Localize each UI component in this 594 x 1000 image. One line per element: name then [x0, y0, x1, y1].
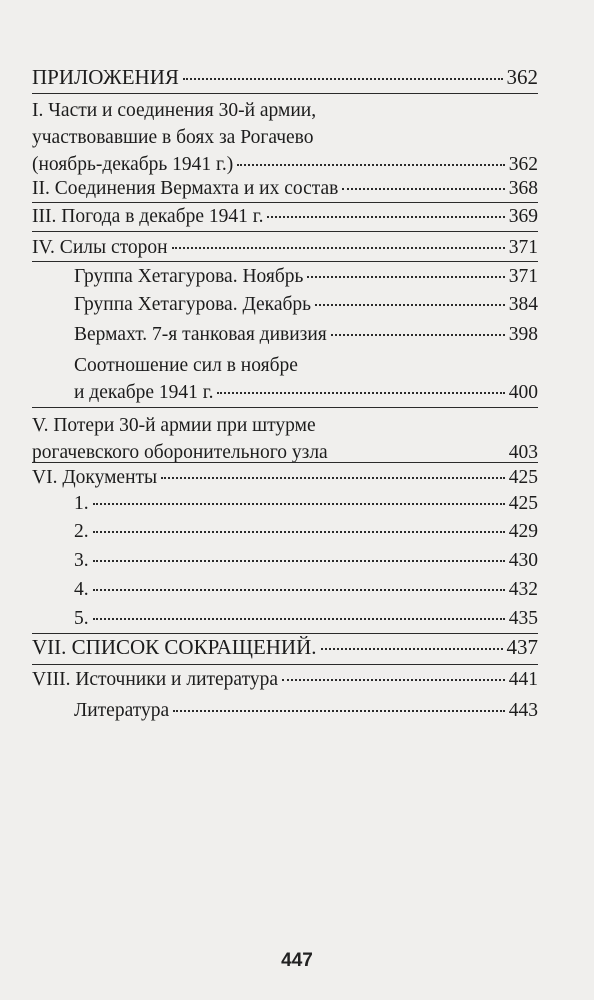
separator-rule [32, 664, 538, 665]
toc-entry-title: V. Потери 30-й армии при штурме [32, 415, 316, 436]
toc-page-number: 398 [508, 324, 538, 345]
toc-entry [32, 64, 538, 91]
dot-leader [172, 242, 505, 249]
toc-entry-title: 1. [74, 493, 89, 514]
dot-leader [267, 211, 504, 218]
dot-leader [237, 159, 505, 166]
toc-page-number: 371 [508, 266, 538, 287]
dot-leader [93, 498, 505, 505]
toc-entry-title: I. Части и соединения 30-й армии, [32, 100, 317, 121]
toc-entry [74, 352, 538, 406]
dot-leader [161, 472, 505, 479]
toc-entry-title: 5. [74, 608, 89, 629]
dot-leader [183, 73, 503, 80]
toc-entry [74, 576, 538, 603]
toc-page-number: 432 [508, 579, 538, 600]
dot-leader [173, 705, 505, 712]
toc-entry [74, 291, 538, 318]
toc-entry [32, 97, 538, 178]
toc-page-number: 429 [508, 521, 538, 542]
toc-entry [32, 634, 538, 661]
toc-page-number: 441 [508, 669, 538, 690]
toc-page-number: 368 [508, 178, 538, 199]
toc-entry [74, 547, 538, 574]
toc-entry-title: 2. [74, 521, 89, 542]
toc-entry-title: 4. [74, 579, 89, 600]
dot-leader [307, 271, 504, 278]
toc-entry-title: рогачевского оборонительного узла [32, 442, 328, 463]
toc-page-number: 362 [506, 65, 538, 89]
toc-page-number: 369 [508, 206, 538, 227]
dot-leader [282, 674, 505, 681]
dot-leader [93, 555, 505, 562]
separator-rule [32, 407, 538, 408]
toc-page-number: 384 [508, 294, 538, 315]
toc-entry-title: ПРИЛОЖЕНИЯ [32, 65, 179, 89]
dot-leader [315, 299, 505, 306]
toc-entry [74, 518, 538, 545]
dot-leader [331, 329, 505, 336]
separator-rule [32, 462, 538, 463]
toc-page-number: 430 [508, 550, 538, 571]
dot-leader [217, 387, 504, 394]
toc-entry [74, 490, 538, 517]
dot-leader [342, 183, 504, 190]
separator-rule [32, 633, 538, 634]
toc-page-number: 371 [508, 237, 538, 258]
toc-entry [32, 666, 538, 693]
toc-page-number: 400 [508, 382, 538, 403]
toc-entry-title: Группа Хетагурова. Ноябрь [74, 266, 304, 287]
page-number: 447 [281, 950, 313, 971]
toc-entry-title: III. Погода в декабре 1941 г. [32, 206, 264, 227]
dot-leader [93, 526, 505, 533]
toc-entry-title: Вермахт. 7-я танковая дивизия [74, 324, 327, 345]
separator-rule [32, 231, 538, 232]
separator-rule [32, 93, 538, 94]
toc-page-number: 443 [508, 700, 538, 721]
toc-entry-title: (ноябрь-декабрь 1941 г.) [32, 154, 234, 175]
toc-entry [32, 464, 538, 491]
toc-entry [32, 234, 538, 261]
dot-leader [321, 643, 503, 650]
dot-leader [93, 584, 505, 591]
toc-entry-title: и декабре 1941 г. [74, 382, 214, 403]
toc-entry-title: IV. Силы сторон [32, 237, 168, 258]
toc-entry-title: Группа Хетагурова. Декабрь [74, 294, 312, 315]
toc-entry-title: участвовавшие в боях за Рогачево [32, 127, 314, 148]
dot-leader [93, 613, 505, 620]
toc-page-number: 425 [508, 467, 538, 488]
toc-entry [74, 605, 538, 632]
toc-entry [74, 263, 538, 290]
toc-entry [74, 321, 538, 348]
toc-page-number: 403 [508, 442, 538, 463]
separator-rule [32, 261, 538, 262]
toc-page-number: 437 [506, 635, 538, 659]
toc-entry [74, 697, 538, 724]
separator-rule [32, 202, 538, 203]
toc-entry [32, 412, 538, 466]
toc-entry-title: Соотношение сил в ноябре [74, 355, 298, 376]
toc-entry [32, 175, 538, 202]
toc-page-number: 435 [508, 608, 538, 629]
toc-entry-title: Литература [74, 700, 170, 721]
toc-entry-title: VII. СПИСОК СОКРАЩЕНИЙ. [32, 635, 317, 659]
toc-entry [32, 203, 538, 230]
toc-page-number: 362 [508, 154, 538, 175]
toc-page-number: 425 [508, 493, 538, 514]
toc-entry-title: II. Соединения Вермахта и их состав [32, 178, 339, 199]
toc-entry-title: 3. [74, 550, 89, 571]
toc-entry-title: VIII. Источники и литература [32, 669, 278, 690]
toc-entry-title: VI. Документы [32, 467, 158, 488]
